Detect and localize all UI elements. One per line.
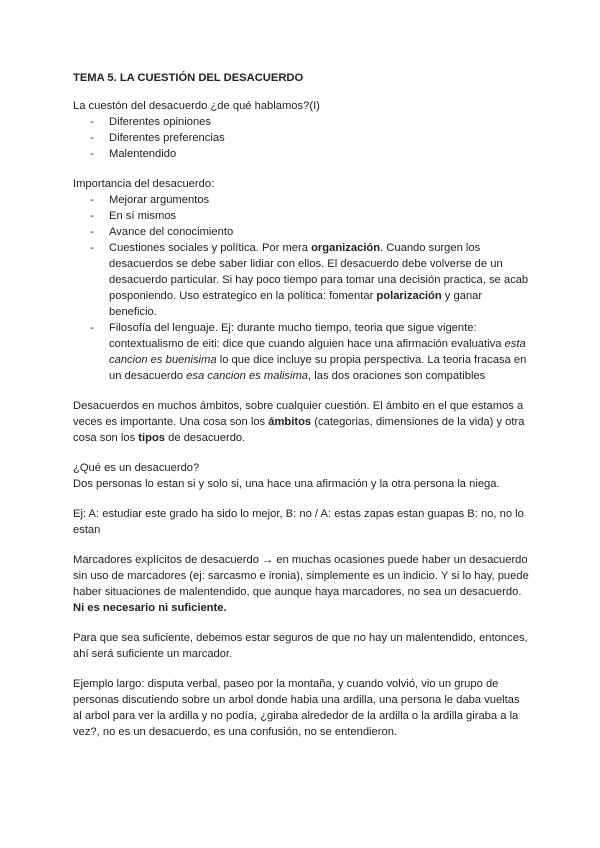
section-intro: Importancia del desacuerdo: [73,178,215,190]
section-markers [73,552,529,616]
paragraph-long-example: Ejemplo largo: disputa verbal, paseo por la montaña, y cuando volvió, vio un grupo de personas discutiendo sobre un arbol donde habia una ardilla, una persona le daba vueltas al arbol para ver la ardilla y no podía, ¿giraba alrededor de la ardilla o la ardilla giraba a la vez?, no es un desacuerdo, es una confusión, no se entendieron. [73,678,520,738]
list-item: - Avance del conocimiento [73,224,529,240]
section-intro: La cuestón del desacuerdo ¿de qué hablamos?(I) [73,100,320,112]
text-run: Desacuerdos en muchos ámbitos, sobre cualquier cuestión. El ámbito en el que estamos a veces es importante. Una cosa son los [73,400,524,428]
document-body [73,70,529,754]
text-run: (categorias, dimensiones de la vida) y otra cosa son los [73,416,525,444]
list-item [73,240,529,320]
text-run: . Cuando surgen los desacuerdos se debe saber lidiar con ellos. El desacuerdo debe volverse de un desacuerdo particular. Si hay poco tiempo para tomar una decisión practica, se acab posponiendo. Uso estrategico en la política: fomentar [109,242,529,302]
list-item [73,320,529,384]
paragraph-example: Ej: A: estudiar este grado ha sido lo mejor, B: no / A: estas zapas estan guapas B: no, no lo estan [73,508,524,536]
definition-answer: Dos personas lo estan si y solo si, una hace una afirmación y la otra persona la niega. [73,478,500,490]
paragraph-scopes [73,398,529,446]
text-run: de desacuerdo. [165,432,246,444]
text-run: lo que dice incluye su propia perspectiva. La teoria fracasa en un desacuerdo [109,354,527,382]
list-item: - Diferentes preferencias [73,130,529,146]
list-item: - Malentendido [73,146,529,162]
paragraph-sufficiency: Para que sea suficiente, debemos estar seguros de que no hay un malentendido, entonces, ahí será suficiente un marcador. [73,632,528,660]
list-item: - En sí mismos [73,208,529,224]
list-item: - Mejorar argumentos [73,192,529,208]
text-run: , las dos oraciones son compatibles [308,370,486,382]
section-definition [73,460,529,492]
list-item: - Diferentes opiniones [73,114,529,130]
bold-term: ámbitos [268,416,312,428]
italic-example: esta cancion es buenisima [109,338,526,366]
section-importance [73,176,529,384]
bold-term: organización [311,242,381,254]
definition-question: ¿Qué es un desacuerdo? [73,462,200,474]
paragraph-markers: Marcadores explícitos de desacuerdo → en muchas ocasiones puede haber un desacuerdo sin uso de marcadores (ej: sarcasmo e ironia), simplemente es un indicio. Y si lo hay, puede haber situaciones de malentendido, que aunque haya marcadores, no sea un desacuerdo. [73,554,529,598]
bold-term: Ni es necesario ni suficiente. [73,602,227,614]
section-question [73,98,529,162]
bullet-list [73,114,529,162]
bold-term: tipos [138,432,166,444]
text-run: Cuestiones sociales y política. Por mera [109,242,312,254]
bullet-list [73,192,529,384]
italic-example: esa cancion es malisima [186,370,309,382]
text-run: y ganar beneficio. [109,290,483,318]
document-title: TEMA 5. LA CUESTIÓN DEL DESACUERDO [73,72,304,84]
text-run: Filosofía del lenguaje. Ej: durante mucho tiempo, teoria que sigue vigente: contextualismo de eiti: dice que cuando alguien hace una afirmación evaluativa [109,322,505,350]
bold-conclusion [73,600,529,616]
bold-term: polarización [376,290,442,302]
